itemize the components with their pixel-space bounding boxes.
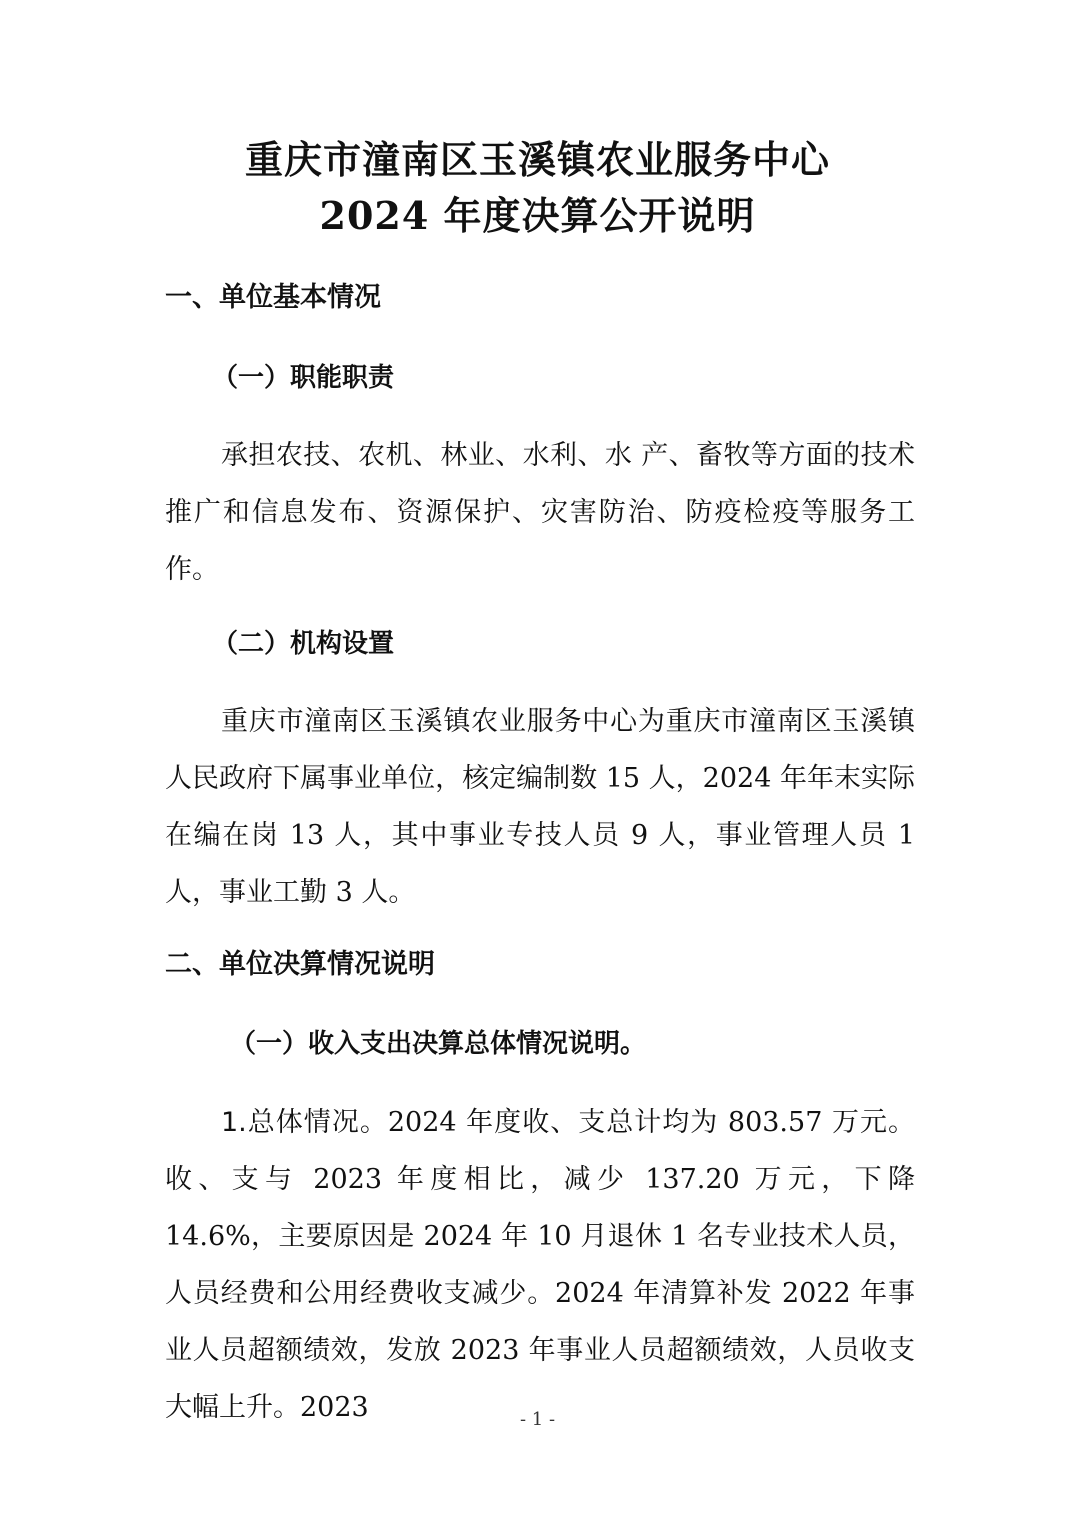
- section1-heading: 一、单位基本情况: [165, 282, 381, 313]
- section2-heading: 二、单位决算情况说明: [165, 949, 435, 980]
- page-number: - 1 -: [519, 1409, 556, 1430]
- section2-sub1-heading: （一）收入支出决算总体情况说明。: [230, 1029, 647, 1059]
- section1-sub2-heading: （二）机构设置: [212, 629, 395, 659]
- paragraph-lead: 1.总体情况。: [221, 1107, 388, 1138]
- paragraph-body: 2024 年度收、支总计均为 803.57 万元。收、支与 2023 年度相比，减少 137.20 万元，下降 14.6%，主要原因是 2024 年 10 月退休 1 名专业技术人员，人员经费和公用经费收支减少。2024 年清算补发 2022 年事业人员超额绩效，发放 2023 年事业人员超额绩效，人员收支大幅上升。2023: [165, 1107, 916, 1423]
- section2-sub1-paragraph: [165, 1094, 915, 1436]
- document-title-line2: 2024 年度决算公开说明: [319, 193, 756, 238]
- section1-sub2-paragraph: 重庆市潼南区玉溪镇农业服务中心为重庆市潼南区玉溪镇人民政府下属事业单位，核定编制数 15 人，2024 年年末实际在编在岗 13 人，其中事业专技人员 9 人，事业管理人员 1 人，事业工勤 3 人。: [165, 706, 915, 908]
- section1-sub1-paragraph: 承担农技、农机、林业、水利、水 产、畜牧等方面的技术推广和信息发布、资源保护、灾害防治、防疫检疫等服务工作。: [165, 440, 915, 585]
- section1-sub1-heading: （一）职能职责: [212, 363, 395, 393]
- document-title-line1: 重庆市潼南区玉溪镇农业服务中心: [244, 137, 830, 182]
